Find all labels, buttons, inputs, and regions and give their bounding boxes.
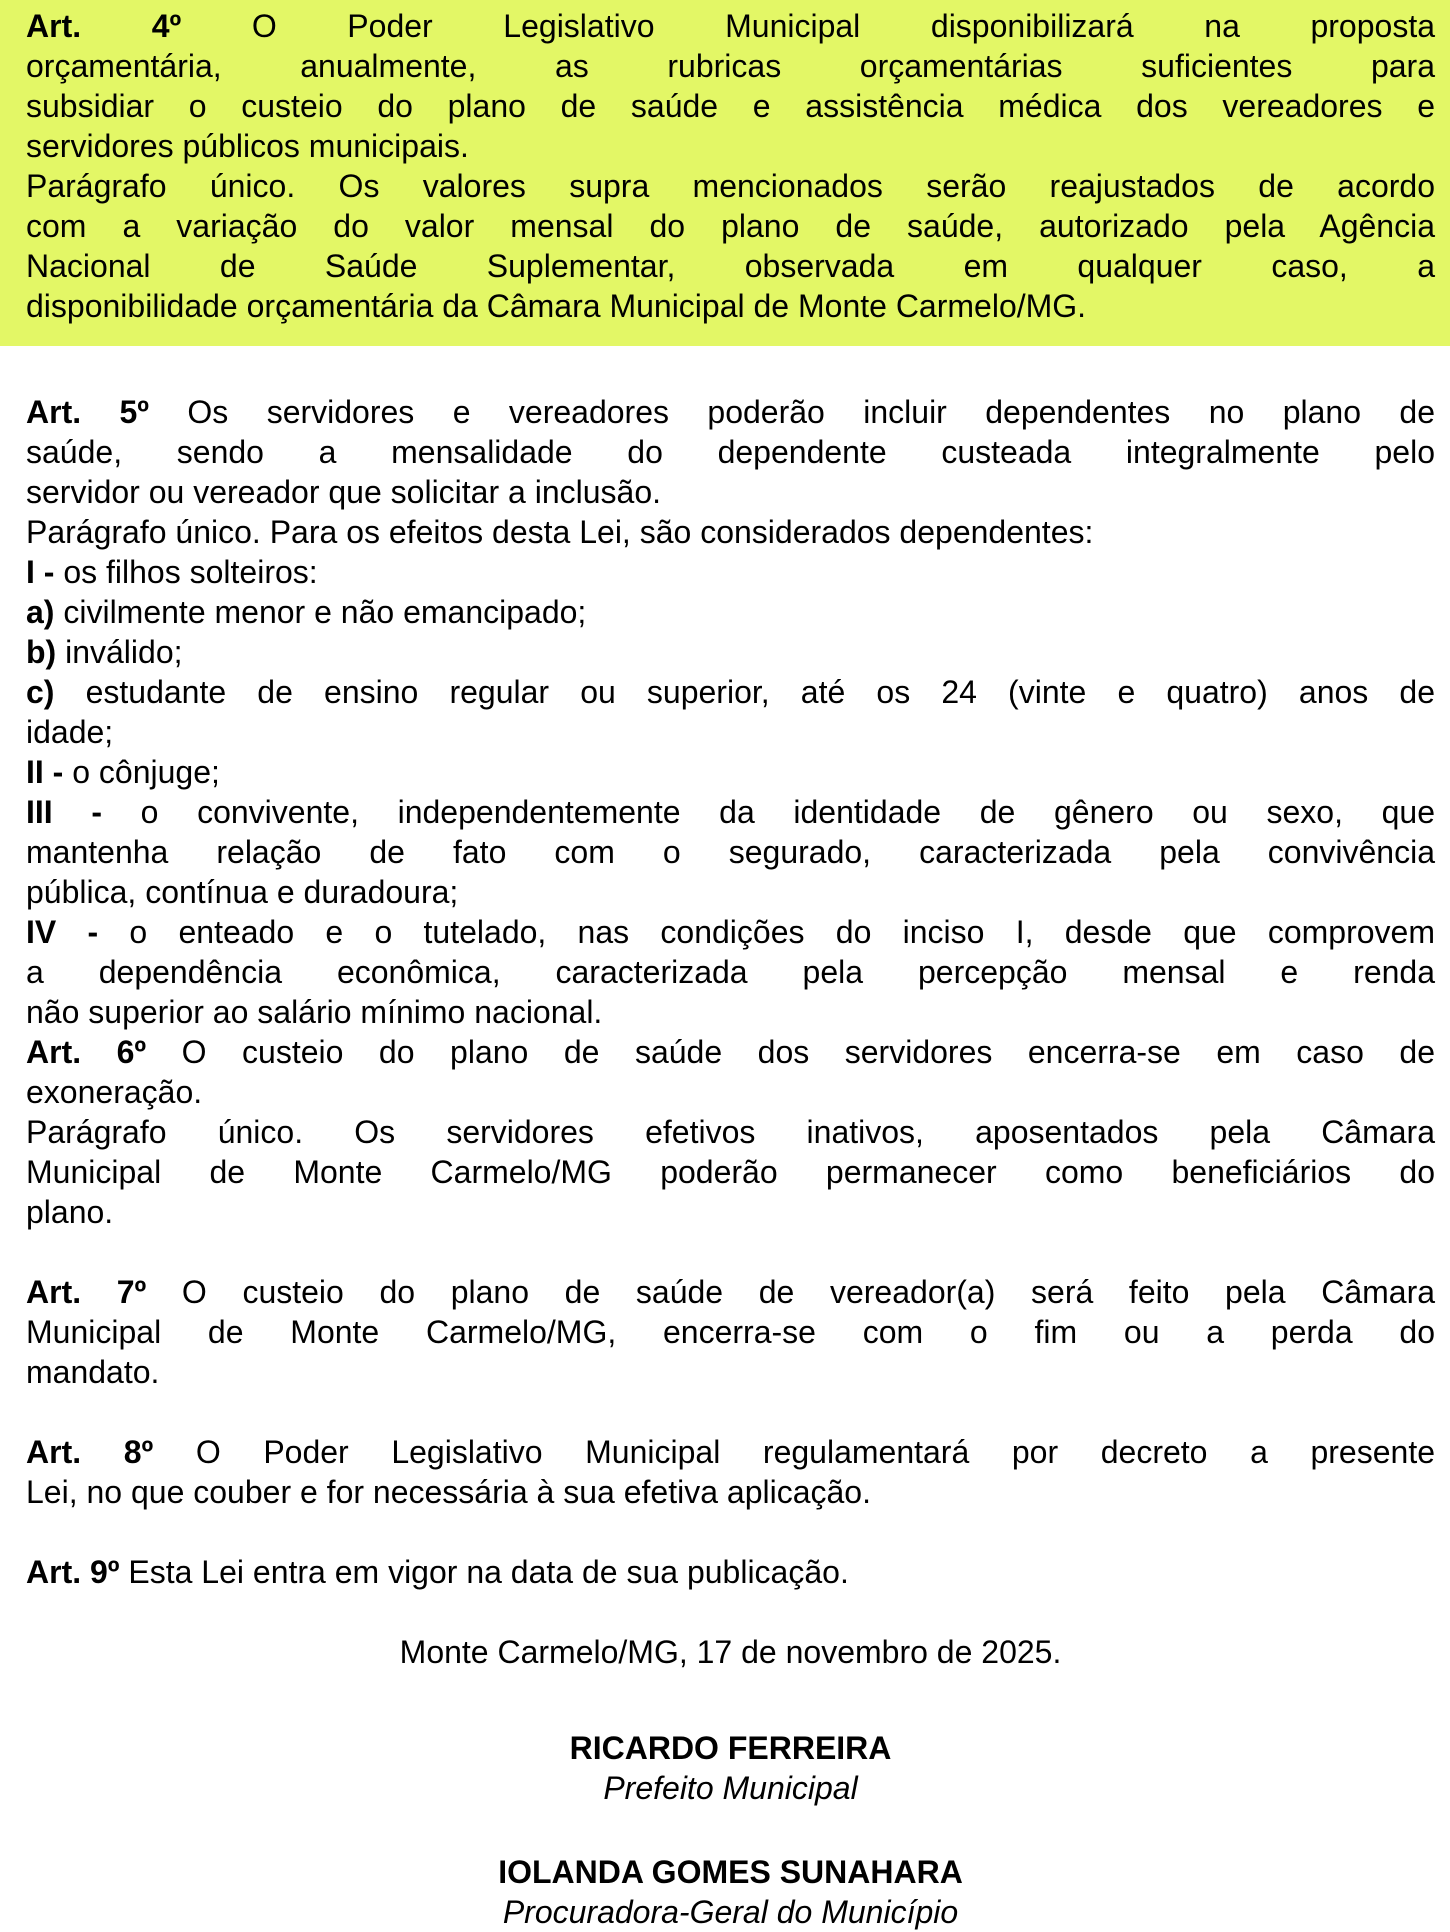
article-label: Art. 7º [26, 1274, 147, 1310]
text-line: Municipal de Monte Carmelo/MG poderão permanecer como beneficiários do [26, 1154, 1435, 1190]
paragraph-label: Parágrafo único. [26, 168, 296, 204]
text-line [26, 1032, 1435, 1072]
paragraph-art-4-paragrafo-unico [26, 166, 1435, 326]
signature-block [26, 1852, 1435, 1932]
article-label: Art. 4º [26, 8, 182, 44]
text-line: pública, contínua e duradoura; [26, 874, 459, 910]
text-line: Para os efeitos desta Lei, são considerados dependentes: [269, 514, 1094, 550]
item-label: c) [26, 674, 55, 710]
text-line: Os servidores e vereadores poderão incluir dependentes no plano de [187, 394, 1436, 430]
text-line: a dependência econômica, caracterizada pela percepção mensal e renda [26, 954, 1435, 990]
text-line: o cônjuge; [72, 754, 220, 790]
signatory-name: RICARDO FERREIRA [569, 1730, 892, 1766]
paragraph-art-5-paragrafo-unico [26, 512, 1435, 552]
text-line [26, 1432, 1435, 1472]
item-inciso-iii [26, 792, 1435, 912]
paragraph-art-9 [26, 1552, 1435, 1592]
highlighted-block [0, 0, 1450, 346]
item-inciso-ii [26, 752, 1435, 792]
paragraph-art-7 [26, 1272, 1435, 1392]
text-line: servidores públicos municipais. [26, 128, 469, 164]
text-line: mantenha relação de fato com o segurado, caracterizada pela convivência [26, 834, 1435, 870]
item-alinea-a [26, 592, 1435, 632]
item-label: I - [26, 554, 55, 590]
text-line [26, 1272, 1435, 1312]
paragraph-label: Parágrafo único. [26, 514, 261, 550]
text-line: idade; [26, 714, 114, 750]
paragraph-art-8 [26, 1432, 1435, 1512]
paragraph-art-4 [26, 6, 1435, 166]
item-label: III - [26, 794, 102, 830]
text-line: Os valores supra mencionados serão reajustados de acordo [338, 168, 1436, 204]
paragraph-art-5 [26, 392, 1435, 512]
text-line: Municipal de Monte Carmelo/MG, encerra-se com o fim ou a perda do [26, 1314, 1435, 1350]
text-line: saúde, sendo a mensalidade do dependente custeada integralmente pelo [26, 434, 1435, 470]
text-line: exoneração. [26, 1074, 203, 1110]
item-label: b) [26, 634, 57, 670]
text-line [26, 672, 1435, 712]
document-body [0, 392, 1450, 1932]
signatory-name: IOLANDA GOMES SUNAHARA [498, 1854, 963, 1890]
item-label: IV - [26, 914, 99, 950]
text-line [26, 792, 1435, 832]
text-line [26, 752, 1435, 792]
signature-block [26, 1728, 1435, 1808]
signatory-role: Procuradora-Geral do Município [502, 1894, 959, 1930]
article-label: Art. 6º [26, 1034, 147, 1070]
item-alinea-c [26, 672, 1435, 752]
text-line [26, 592, 1435, 632]
text-line: plano. [26, 1194, 114, 1230]
text-line: servidor ou vereador que solicitar a inclusão. [26, 474, 661, 510]
text-line [26, 166, 1435, 206]
text-line [26, 1112, 1435, 1152]
text-line: Nacional de Saúde Suplementar, observada em qualquer caso, a [26, 248, 1435, 284]
article-label: Art. 9º [26, 1554, 120, 1590]
text-line: Lei, no que couber e for necessária à sua efetiva aplicação. [26, 1474, 871, 1510]
text-line [26, 632, 1435, 672]
text-line: estudante de ensino regular ou superior, até os 24 (vinte e quatro) anos de [85, 674, 1436, 710]
text-line: O Poder Legislativo Municipal regulamentará por decreto a presente [195, 1434, 1435, 1470]
text-line: orçamentária, anualmente, as rubricas orçamentárias suficientes para [26, 48, 1435, 84]
text-line: mandato. [26, 1354, 160, 1390]
text-line [26, 6, 1435, 46]
text-line: o enteado e o tutelado, nas condições do inciso I, desde que comprovem [129, 914, 1436, 950]
date-line: Monte Carmelo/MG, 17 de novembro de 2025. [399, 1634, 1062, 1670]
text-line [26, 392, 1435, 432]
signatory-role: Prefeito Municipal [603, 1770, 858, 1806]
text-line [26, 912, 1435, 952]
text-line [26, 512, 1435, 552]
paragraph-art-6 [26, 1032, 1435, 1112]
text-line: inválido; [65, 634, 183, 670]
text-line: o convivente, independentemente da identidade de gênero ou sexo, que [140, 794, 1436, 830]
text-line: os filhos solteiros: [63, 554, 318, 590]
item-inciso-iv [26, 912, 1435, 1032]
text-line: não superior ao salário mínimo nacional. [26, 994, 603, 1030]
item-label: a) [26, 594, 55, 630]
text-line: com a variação do valor mensal do plano de saúde, autorizado pela Agência [26, 208, 1435, 244]
text-line: O Poder Legislativo Municipal disponibilizará na proposta [251, 8, 1436, 44]
paragraph-label: Parágrafo único. [26, 1114, 304, 1150]
text-line [26, 552, 1435, 592]
article-label: Art. 8º [26, 1434, 154, 1470]
text-line: disponibilidade orçamentária da Câmara Municipal de Monte Carmelo/MG. [26, 288, 1087, 324]
paragraph-art-6-paragrafo-unico [26, 1112, 1435, 1232]
text-line: Esta Lei entra em vigor na data de sua publicação. [128, 1554, 849, 1590]
text-line: civilmente menor e não emancipado; [63, 594, 587, 630]
article-label: Art. 5º [26, 394, 149, 430]
text-line [26, 1552, 1435, 1592]
item-alinea-b [26, 632, 1435, 672]
text-line: O custeio do plano de saúde de vereador(a) será feito pela Câmara [181, 1274, 1436, 1310]
text-line: Os servidores efetivos inativos, aposentados pela Câmara [354, 1114, 1436, 1150]
text-line: O custeio do plano de saúde dos servidores encerra-se em caso de [181, 1034, 1436, 1070]
item-label: II - [26, 754, 64, 790]
item-inciso-i [26, 552, 1435, 592]
text-line: subsidiar o custeio do plano de saúde e assistência médica dos vereadores e [26, 88, 1435, 124]
